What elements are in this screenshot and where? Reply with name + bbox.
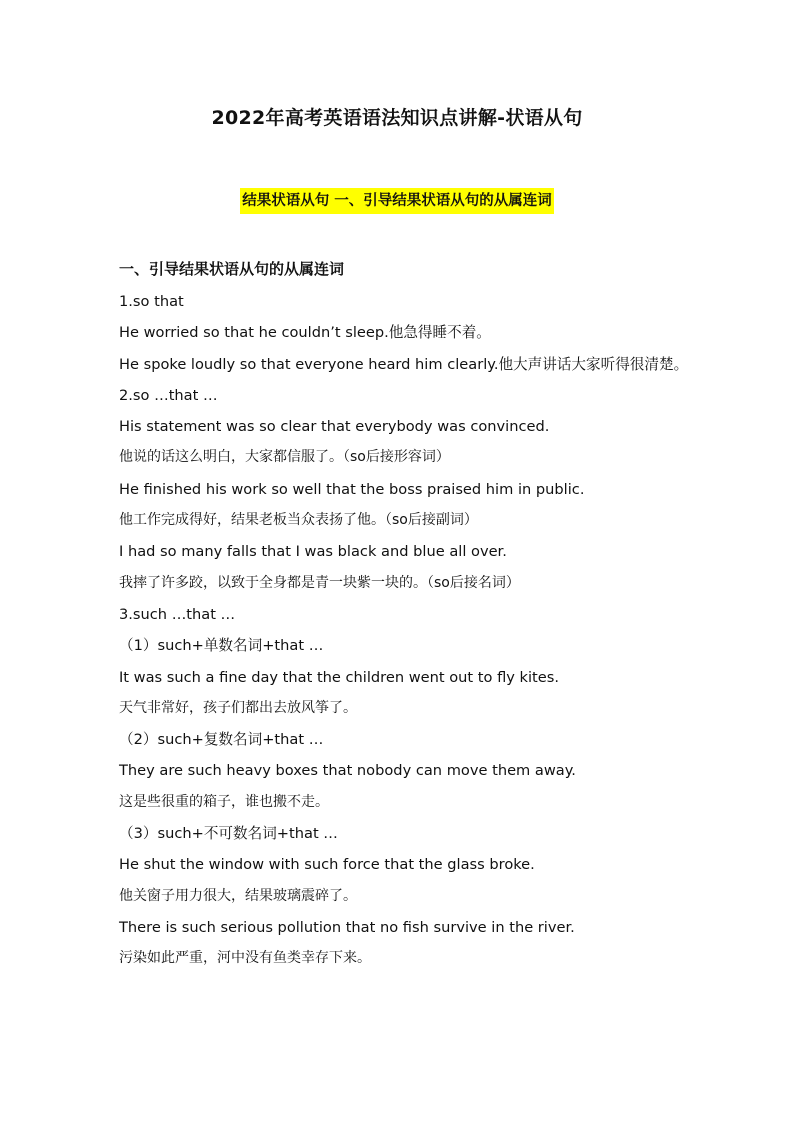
pattern-line: （2）such+复数名词+that … <box>119 731 324 749</box>
subheading-such-that: 3.such …that … <box>119 605 236 623</box>
translation-line: 他工作完成得好，结果老板当众表扬了他。（so后接副词） <box>119 512 478 529</box>
pattern-line: （3）such+不可数名词+that … <box>119 825 338 843</box>
highlighted-heading: 结果状语从句 一、引导结果状语从句的从属连词 <box>240 188 554 214</box>
subheading-so-that: 1.so that <box>119 293 184 310</box>
pattern-line: （1）such+单数名词+that … <box>119 637 324 655</box>
translation-line: 这是些很重的箱子，谁也搬不走。 <box>119 793 329 810</box>
translation-line: 污染如此严重，河中没有鱼类幸存下来。 <box>119 950 371 967</box>
content-body <box>119 286 689 975</box>
example-line: I had so many falls that I was black and blue all over. <box>119 543 507 561</box>
example-line: There is such serious pollution that no fish survive in the river. <box>119 918 575 936</box>
translation-line: 我摔了许多跤，以致于全身都是青一块紫一块的。（so后接名词） <box>119 574 520 591</box>
example-line: He shut the window with such force that the glass broke. <box>119 856 535 874</box>
example-line: He spoke loudly so that everyone heard him clearly.他大声讲话大家听得很清楚。 <box>119 355 689 373</box>
translation-line: 他关窗子用力很大，结果玻璃震碎了。 <box>119 887 357 904</box>
example-line: He worried so that he couldn’t sleep.他急得睡不着。 <box>119 324 491 342</box>
example-line: He finished his work so well that the boss praised him in public. <box>119 480 585 498</box>
highlighted-heading-container <box>0 188 794 214</box>
example-line: It was such a fine day that the children went out to fly kites. <box>119 668 559 686</box>
example-line: They are such heavy boxes that nobody can move them away. <box>119 762 576 780</box>
document-title: 2022年高考英语语法知识点讲解-状语从句 <box>211 107 583 129</box>
translation-line: 他说的话这么明白，大家都信服了。（so后接形容词） <box>119 449 450 466</box>
section-heading: 一、引导结果状语从句的从属连词 <box>119 260 345 278</box>
subheading-so-that-pattern: 2.so …that … <box>119 386 218 404</box>
translation-line: 天气非常好，孩子们都出去放风筝了。 <box>119 699 357 716</box>
example-line: His statement was so clear that everybody was convinced. <box>119 418 550 436</box>
